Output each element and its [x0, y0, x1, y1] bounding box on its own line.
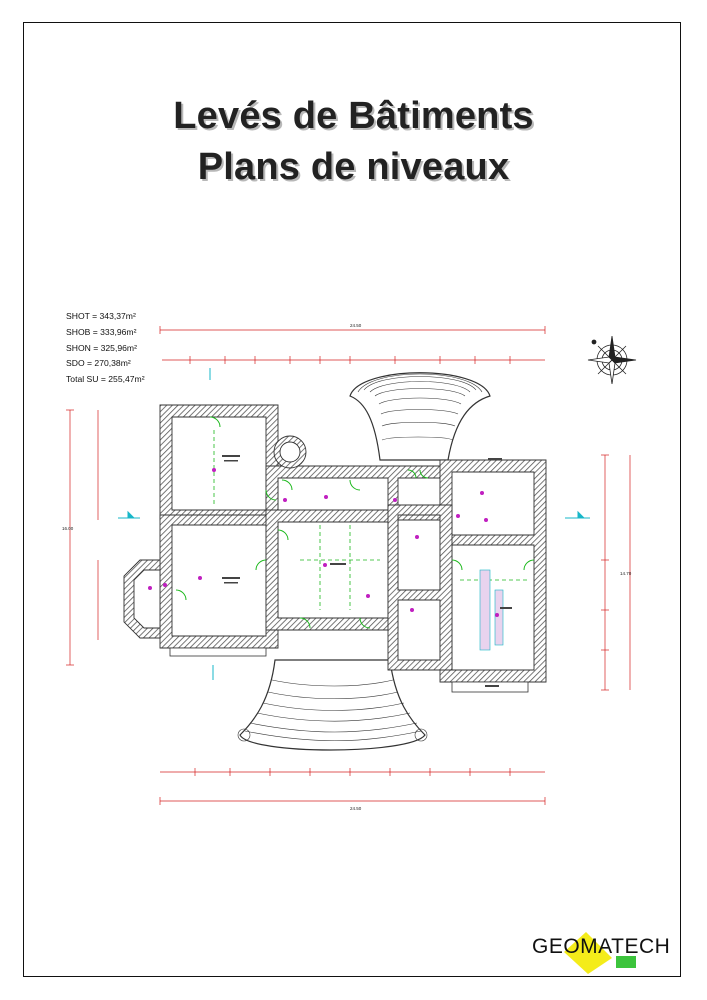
top-stair-fan	[350, 373, 490, 460]
service-bars	[480, 570, 503, 650]
top-dimension-lines	[160, 326, 545, 364]
dim-left-height: 16.00	[62, 526, 74, 531]
left-dimension-lines	[66, 410, 98, 665]
dim-total-bottom: 24.50	[350, 806, 362, 811]
surface-shob: SHOB = 333,96m²	[66, 326, 137, 337]
surface-shon: SHON = 325,96m²	[66, 342, 137, 353]
round-tower	[274, 436, 306, 468]
dim-right-height: 14.70	[620, 571, 632, 576]
bottom-stair-fan	[238, 660, 427, 750]
surface-total-su: Total SU = 255,47m²	[66, 374, 145, 385]
bottom-dimension-lines	[160, 768, 545, 805]
compass-rose	[588, 336, 636, 384]
balcony-left	[170, 648, 266, 656]
left-bay	[124, 560, 160, 638]
page-title-line1: Levés de Bâtiments	[173, 95, 534, 137]
surface-sdo: SDO = 270,38m²	[66, 358, 131, 369]
dim-total-top: 24.50	[350, 323, 362, 328]
surface-shot: SHOT = 343,37m²	[66, 311, 136, 321]
page-title-line2: Plans de niveaux	[197, 146, 510, 188]
floor-plan-drawing	[0, 290, 707, 830]
logo-text: GEOMATECH	[532, 935, 671, 958]
